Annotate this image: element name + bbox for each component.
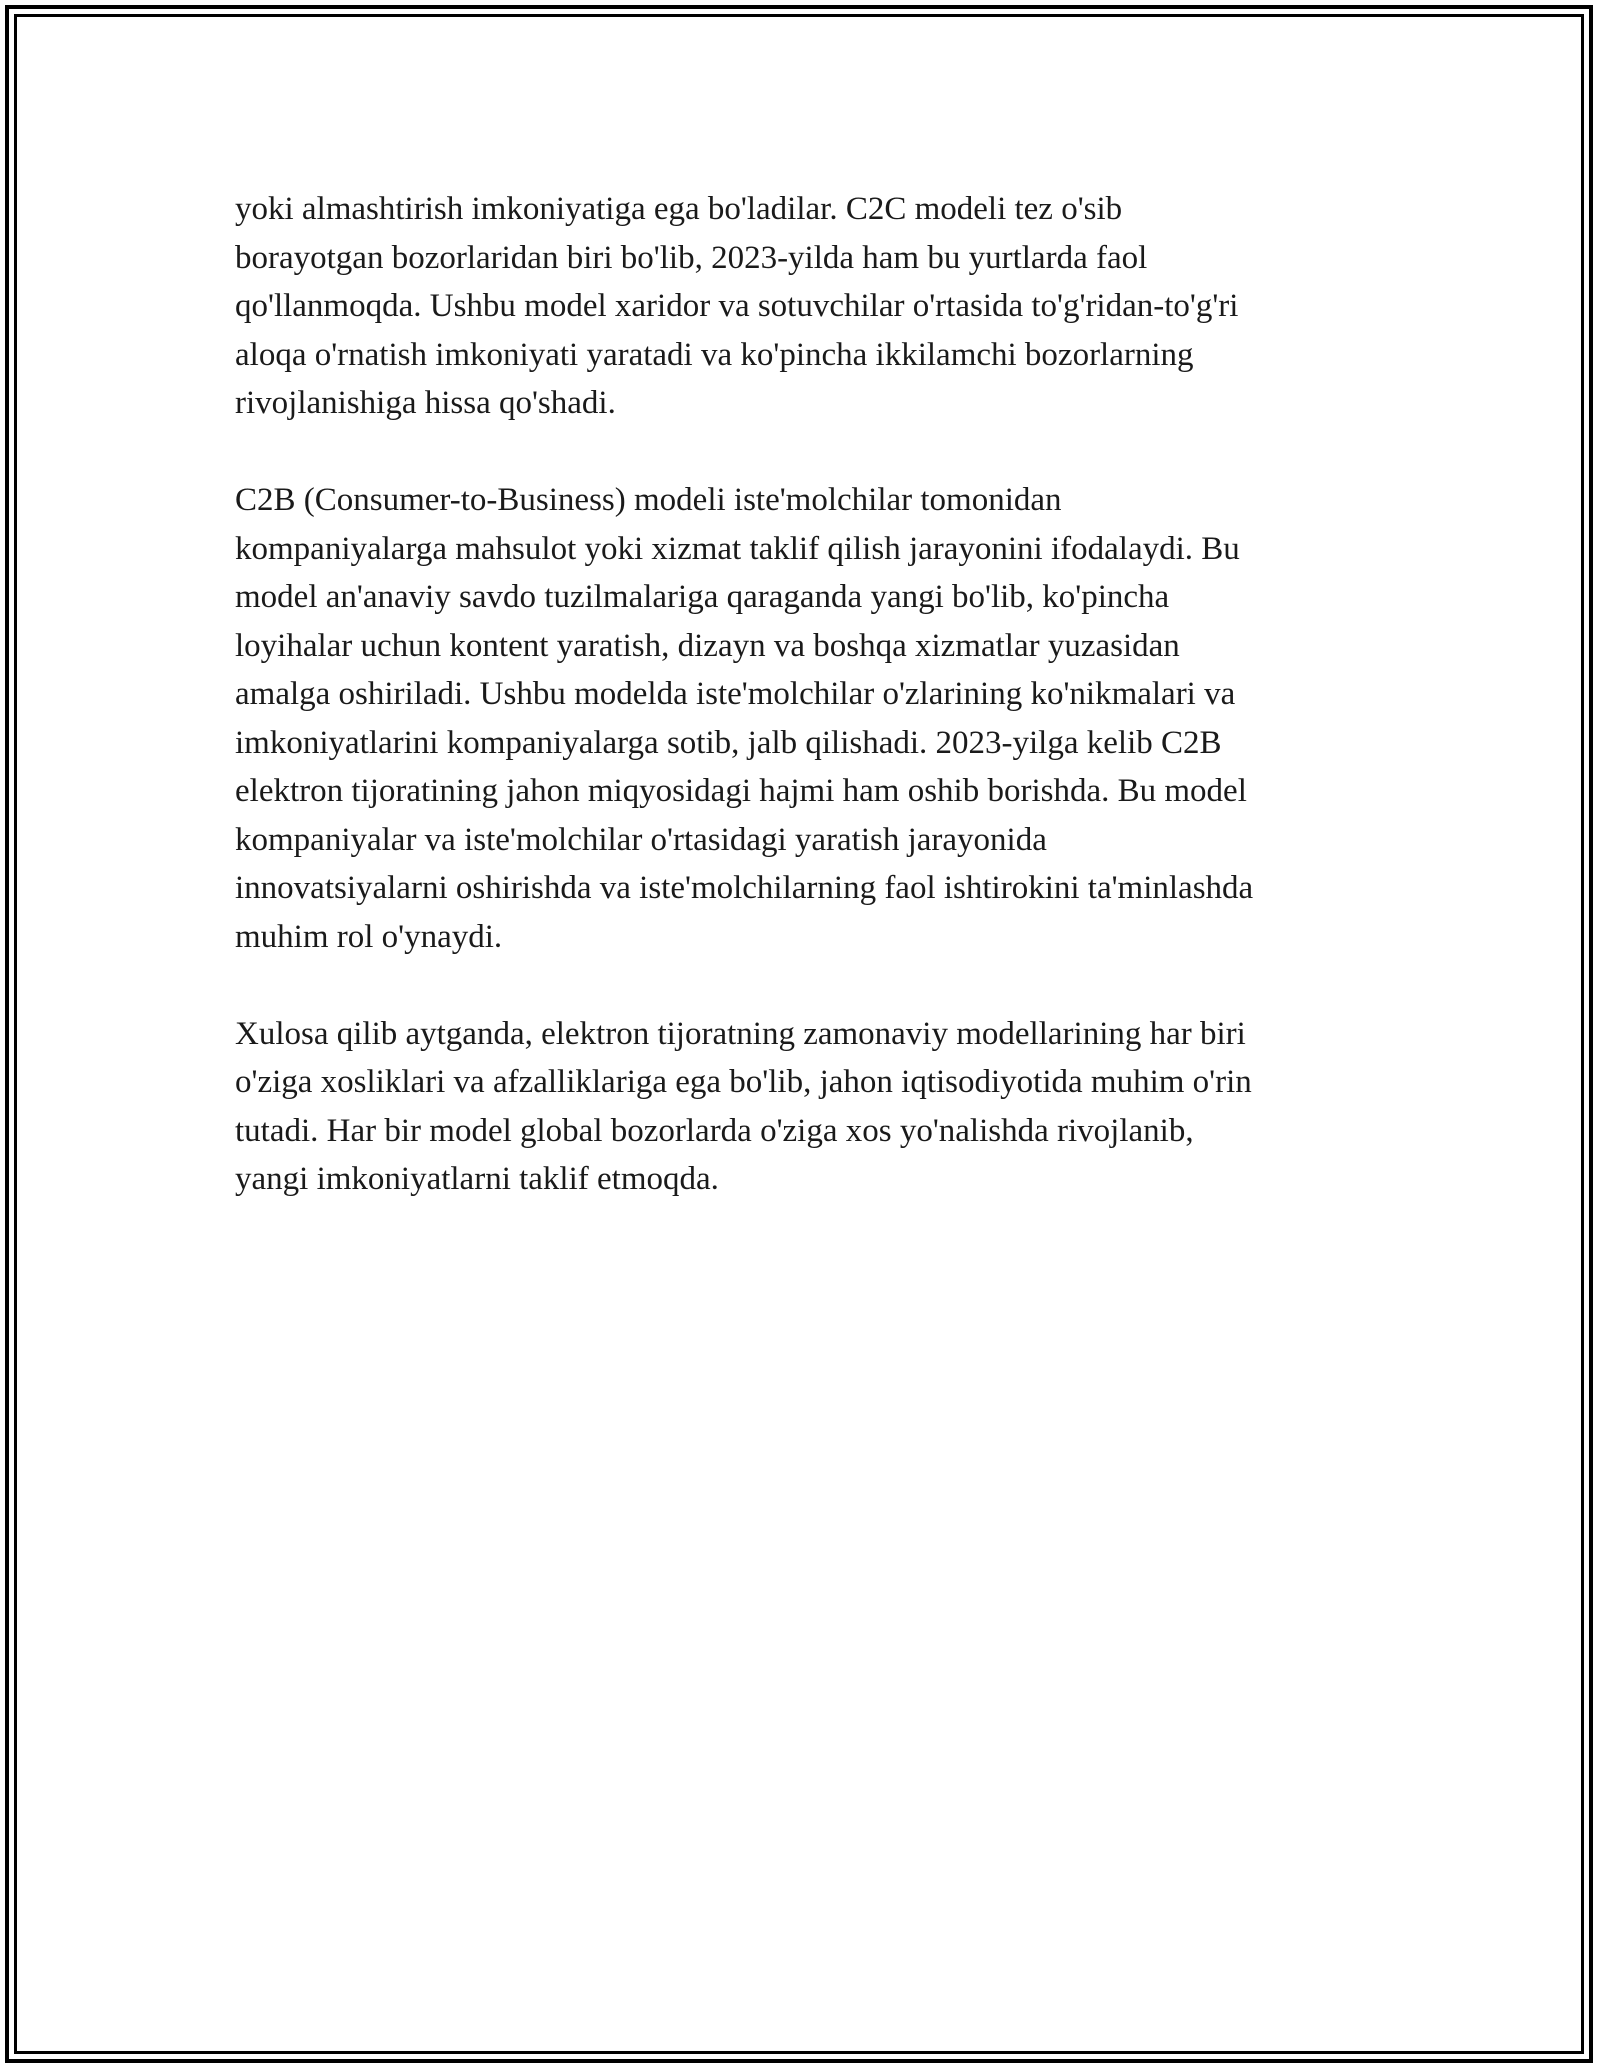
- text-line: tutadi. Har bir model global bozorlarda o'ziga xos yo'nalishda rivojlanib,: [235, 1112, 1194, 1149]
- text-line: imkoniyatlarini kompaniyalarga sotib, jalb qilishadi. 2023-yilga kelib C2B: [235, 724, 1222, 761]
- text-line: rivojlanishiga hissa qo'shadi.: [235, 385, 616, 421]
- paragraph-c2c-continuation: [235, 185, 1385, 428]
- text-line: yoki almashtirish imkoniyatiga ega bo'ladilar. C2C modeli tez o'sib: [235, 191, 1123, 227]
- text-line: o'ziga xosliklari va afzalliklariga ega bo'lib, jahon iqtisodiyotida muhim o'rin: [235, 1064, 1252, 1100]
- text-line: loyihalar uchun kontent yaratish, dizayn va boshqa xizmatlar yuzasidan: [235, 627, 1180, 664]
- document-body: [235, 185, 1385, 1252]
- text-line: elektron tijoratining jahon miqyosidagi hajmi ham oshib borishda. Bu model: [235, 773, 1247, 809]
- text-line: innovatsiyalarni oshirishda va iste'molchilarning faol ishtirokini ta'minlashda: [235, 870, 1254, 906]
- text-line: Xulosa qilib aytganda, elektron tijoratning zamonaviy modellarining har biri: [235, 1015, 1246, 1052]
- text-line: yangi imkoniyatlarni taklif etmoqda.: [235, 1161, 719, 1197]
- text-line: kompaniyalar va iste'molchilar o'rtasidagi yaratish jarayonida: [235, 821, 1047, 858]
- text-line: C2B (Consumer-to-Business) modeli iste'molchilar tomonidan: [235, 482, 1062, 518]
- paragraph-c2b-model: [235, 476, 1385, 961]
- text-line: qo'llanmoqda. Ushbu model xaridor va sotuvchilar o'rtasida to'g'ridan-to'g'ri: [235, 288, 1239, 324]
- text-line: kompaniyalarga mahsulot yoki xizmat taklif qilish jarayonini ifodalaydi. Bu: [235, 530, 1240, 567]
- text-line: muhim rol o'ynaydi.: [235, 918, 503, 955]
- text-line: aloqa o'rnatish imkoniyati yaratadi va ko'pincha ikkilamchi bozorlarning: [235, 336, 1194, 373]
- text-line: amalga oshiriladi. Ushbu modelda iste'molchilar o'zlarining ko'nikmalari va: [235, 676, 1236, 712]
- paragraph-conclusion: [235, 1010, 1385, 1204]
- text-line: borayotgan bozorlaridan biri bo'lib, 2023-yilda ham bu yurtlarda faol: [235, 239, 1148, 276]
- text-line: model an'anaviy savdo tuzilmalariga qaraganda yangi bo'lib, ko'pincha: [235, 579, 1170, 615]
